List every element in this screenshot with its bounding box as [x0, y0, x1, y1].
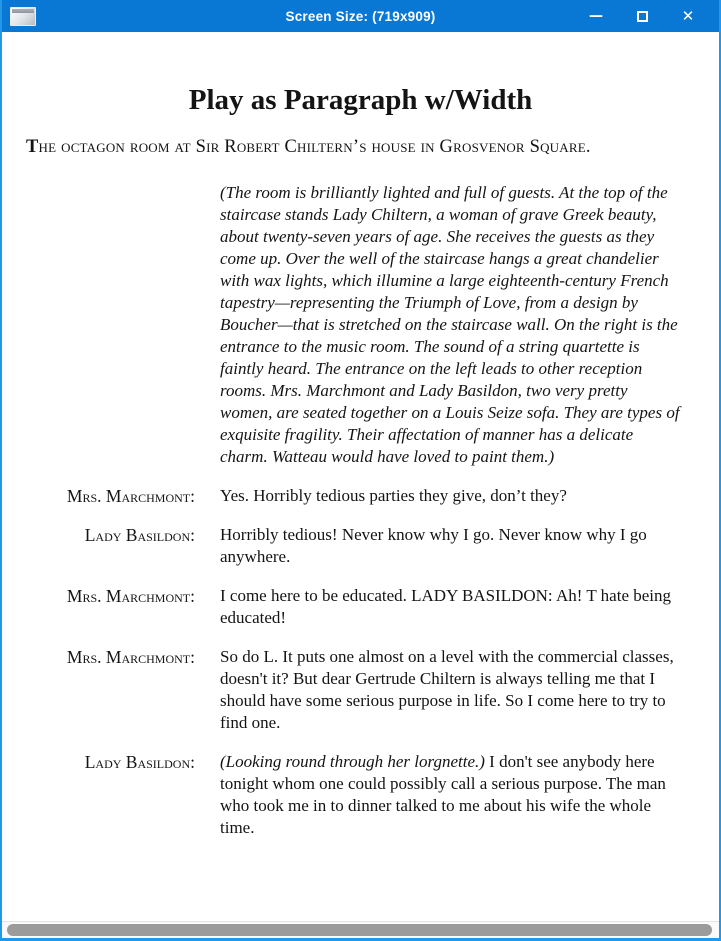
scene-description [26, 137, 684, 158]
dialogue-text: Yes. Horribly tedious parties they give, don’t they? [220, 486, 567, 505]
dialogue-text: So do L. It puts one almost on a level with the commercial classes, doesn't it? But dear Gertrude Chiltern is always telling me that I should have some serious purpose in life. So I come here to try to find one. [220, 647, 674, 732]
maximize-icon [637, 11, 648, 22]
minimize-icon: — [589, 8, 603, 24]
horizontal-scrollbar[interactable] [2, 921, 719, 938]
dialogue-row [26, 646, 719, 734]
close-icon: ✕ [681, 7, 695, 25]
speaker-label: Mrs. Marchmont: [66, 586, 195, 606]
dialogue-text: Horribly tedious! Never know why I go. Never know why I go anywhere. [220, 525, 647, 566]
maximize-button[interactable] [619, 0, 665, 32]
play-body [26, 182, 719, 839]
dialogue-row [26, 182, 719, 468]
scrollbar-thumb[interactable] [7, 924, 712, 936]
dialogue-text: (The room is brilliantly lighted and full of guests. At the top of the staircase stands Lady Chiltern, a woman of grave Greek beauty, about twenty-seven years of age. She receives the guests as they come up. Over the well of the staircase hangs a great chandelier with wax lights, which illumine a large eighteenth-century French tapestry—representing the Triumph of Love, from a design by Boucher—that is stretched on the staircase wall. On the right is the entrance to the music room. The sound of a string quartette is faintly heard. The entrance on the left leads to other reception rooms. Mrs. Marchmont and Lady Basildon, two very pretty women, are seated together on a Louis Seize sofa. They are types of exquisite fragility. Their affectation of manner has a delicate charm. Watteau would have loved to paint them.) [220, 183, 680, 466]
window-title: Screen Size: (719x909) [285, 8, 436, 24]
window-icon-titlebar [12, 9, 34, 13]
scene-lead-letter: T [26, 137, 39, 157]
close-button[interactable] [665, 0, 711, 32]
speaker-label: Lady Basildon: [84, 525, 195, 545]
document-area [2, 32, 719, 921]
dialogue-text: (Looking round through her lorgnette.) I don't see anybody here tonight whom one could possibly call a serious purpose. The man who took me in to dinner talked to me about his wife the whole time. [220, 752, 666, 837]
titlebar[interactable] [0, 0, 721, 32]
scene-text: he octagon room at Sir Robert Chiltern’s house in Grosvenor Square. [38, 137, 591, 157]
speaker-label [26, 182, 195, 468]
dialogue-row [26, 585, 719, 629]
page-title: Play as Paragraph w/Width [188, 84, 533, 116]
dialogue-row [26, 485, 719, 507]
window-controls [573, 0, 711, 32]
dialogue-row [26, 524, 719, 568]
speaker-label: Mrs. Marchmont: [66, 486, 195, 506]
minimize-button[interactable] [573, 0, 619, 32]
speaker-label: Mrs. Marchmont: [66, 647, 195, 667]
window-icon [10, 7, 36, 26]
speaker-label: Lady Basildon: [84, 752, 195, 772]
dialogue-row [26, 751, 719, 839]
dialogue-text: I come here to be educated. LADY BASILDON: Ah! T hate being educated! [220, 586, 672, 627]
